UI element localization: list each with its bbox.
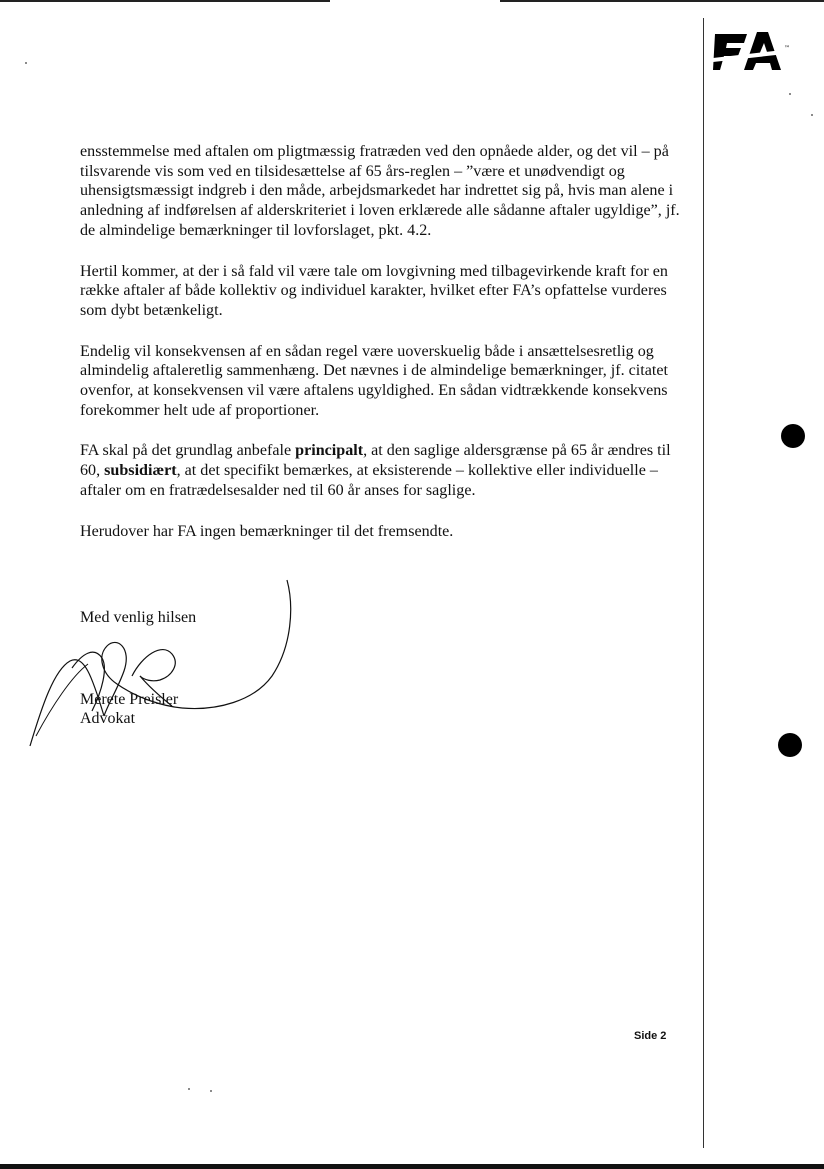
handwritten-signature xyxy=(22,576,302,756)
paragraph: Herudover har FA ingen bemærkninger til det fremsendte. xyxy=(80,522,454,540)
signer-title: Advokat xyxy=(80,710,136,727)
emphasis-subsidiaert: subsidiært xyxy=(104,462,177,480)
page-number: Side 2 xyxy=(634,1030,667,1042)
paragraph: Hertil kommer, at der i så fald vil være tale om lovgivning med tilbagevirkende kraft for en række aftaler af både kollektiv og individuel karakter, hvilket efter FA’s opfattelse vurderes som dybt betænkeligt. xyxy=(80,262,668,319)
paragraph: ensstemmelse med aftalen om pligtmæssig fratræden ved den opnåede alder, og det vil – på tilsvarende vis som ved en tilsidesættelse af 65 års-reglen – ”være et unødvendigt og uhensigtsmæssigt indgreb i den måde, arbejdsmarkedet har indrettet sig på, hvis man alene i anledning af indførelsen af alderskriteriet i loven erklærede alle sådanne aftaler ugyldige”, jf. de almindelige bemærkninger til lovforslaget, pkt. 4.2. xyxy=(80,143,680,239)
text-run: , at det specifikt bemærkes, at eksisterende – kollektive eller individuelle – aftaler om en fratrædelsesalder ned til 60 år anses for saglige. xyxy=(80,462,658,499)
margin-line xyxy=(703,18,704,1148)
top-edge-gap xyxy=(330,0,500,2)
text-run: , at den saglige aldersgrænse på 65 år ændres til 60, xyxy=(80,442,671,480)
bottom-edge-line xyxy=(0,1164,824,1169)
scan-speck xyxy=(789,93,791,95)
paragraph: Endelig vil konsekvensen af en sådan regel være uoverskuelig både i ansættelsesretlig og almindelig aftaleretlig sammenhæng. Det nævnes i de almindelige bemærkninger, jf. citatet ovenfor, at konsekvensen vil være aftalens ugyldighed. En sådan vidtrækkende konsekvens forekommer helt ude af proportioner. xyxy=(80,342,668,419)
paragraph-recommendation xyxy=(80,441,684,500)
closing-salutation: Med venlig hilsen xyxy=(80,609,197,626)
punch-hole xyxy=(778,733,802,757)
svg-text:™: ™ xyxy=(784,45,790,52)
letter-body xyxy=(80,142,684,562)
signer-name: Merete Preisler xyxy=(80,691,179,708)
scan-speck xyxy=(25,62,27,64)
scan-speck xyxy=(210,1090,212,1092)
text-run: FA skal på det grundlag anbefale xyxy=(80,442,296,460)
scan-speck xyxy=(811,114,813,116)
punch-hole xyxy=(781,424,805,448)
fa-logo xyxy=(713,28,793,74)
emphasis-principalt: principalt xyxy=(295,442,364,460)
scan-speck xyxy=(188,1088,190,1090)
